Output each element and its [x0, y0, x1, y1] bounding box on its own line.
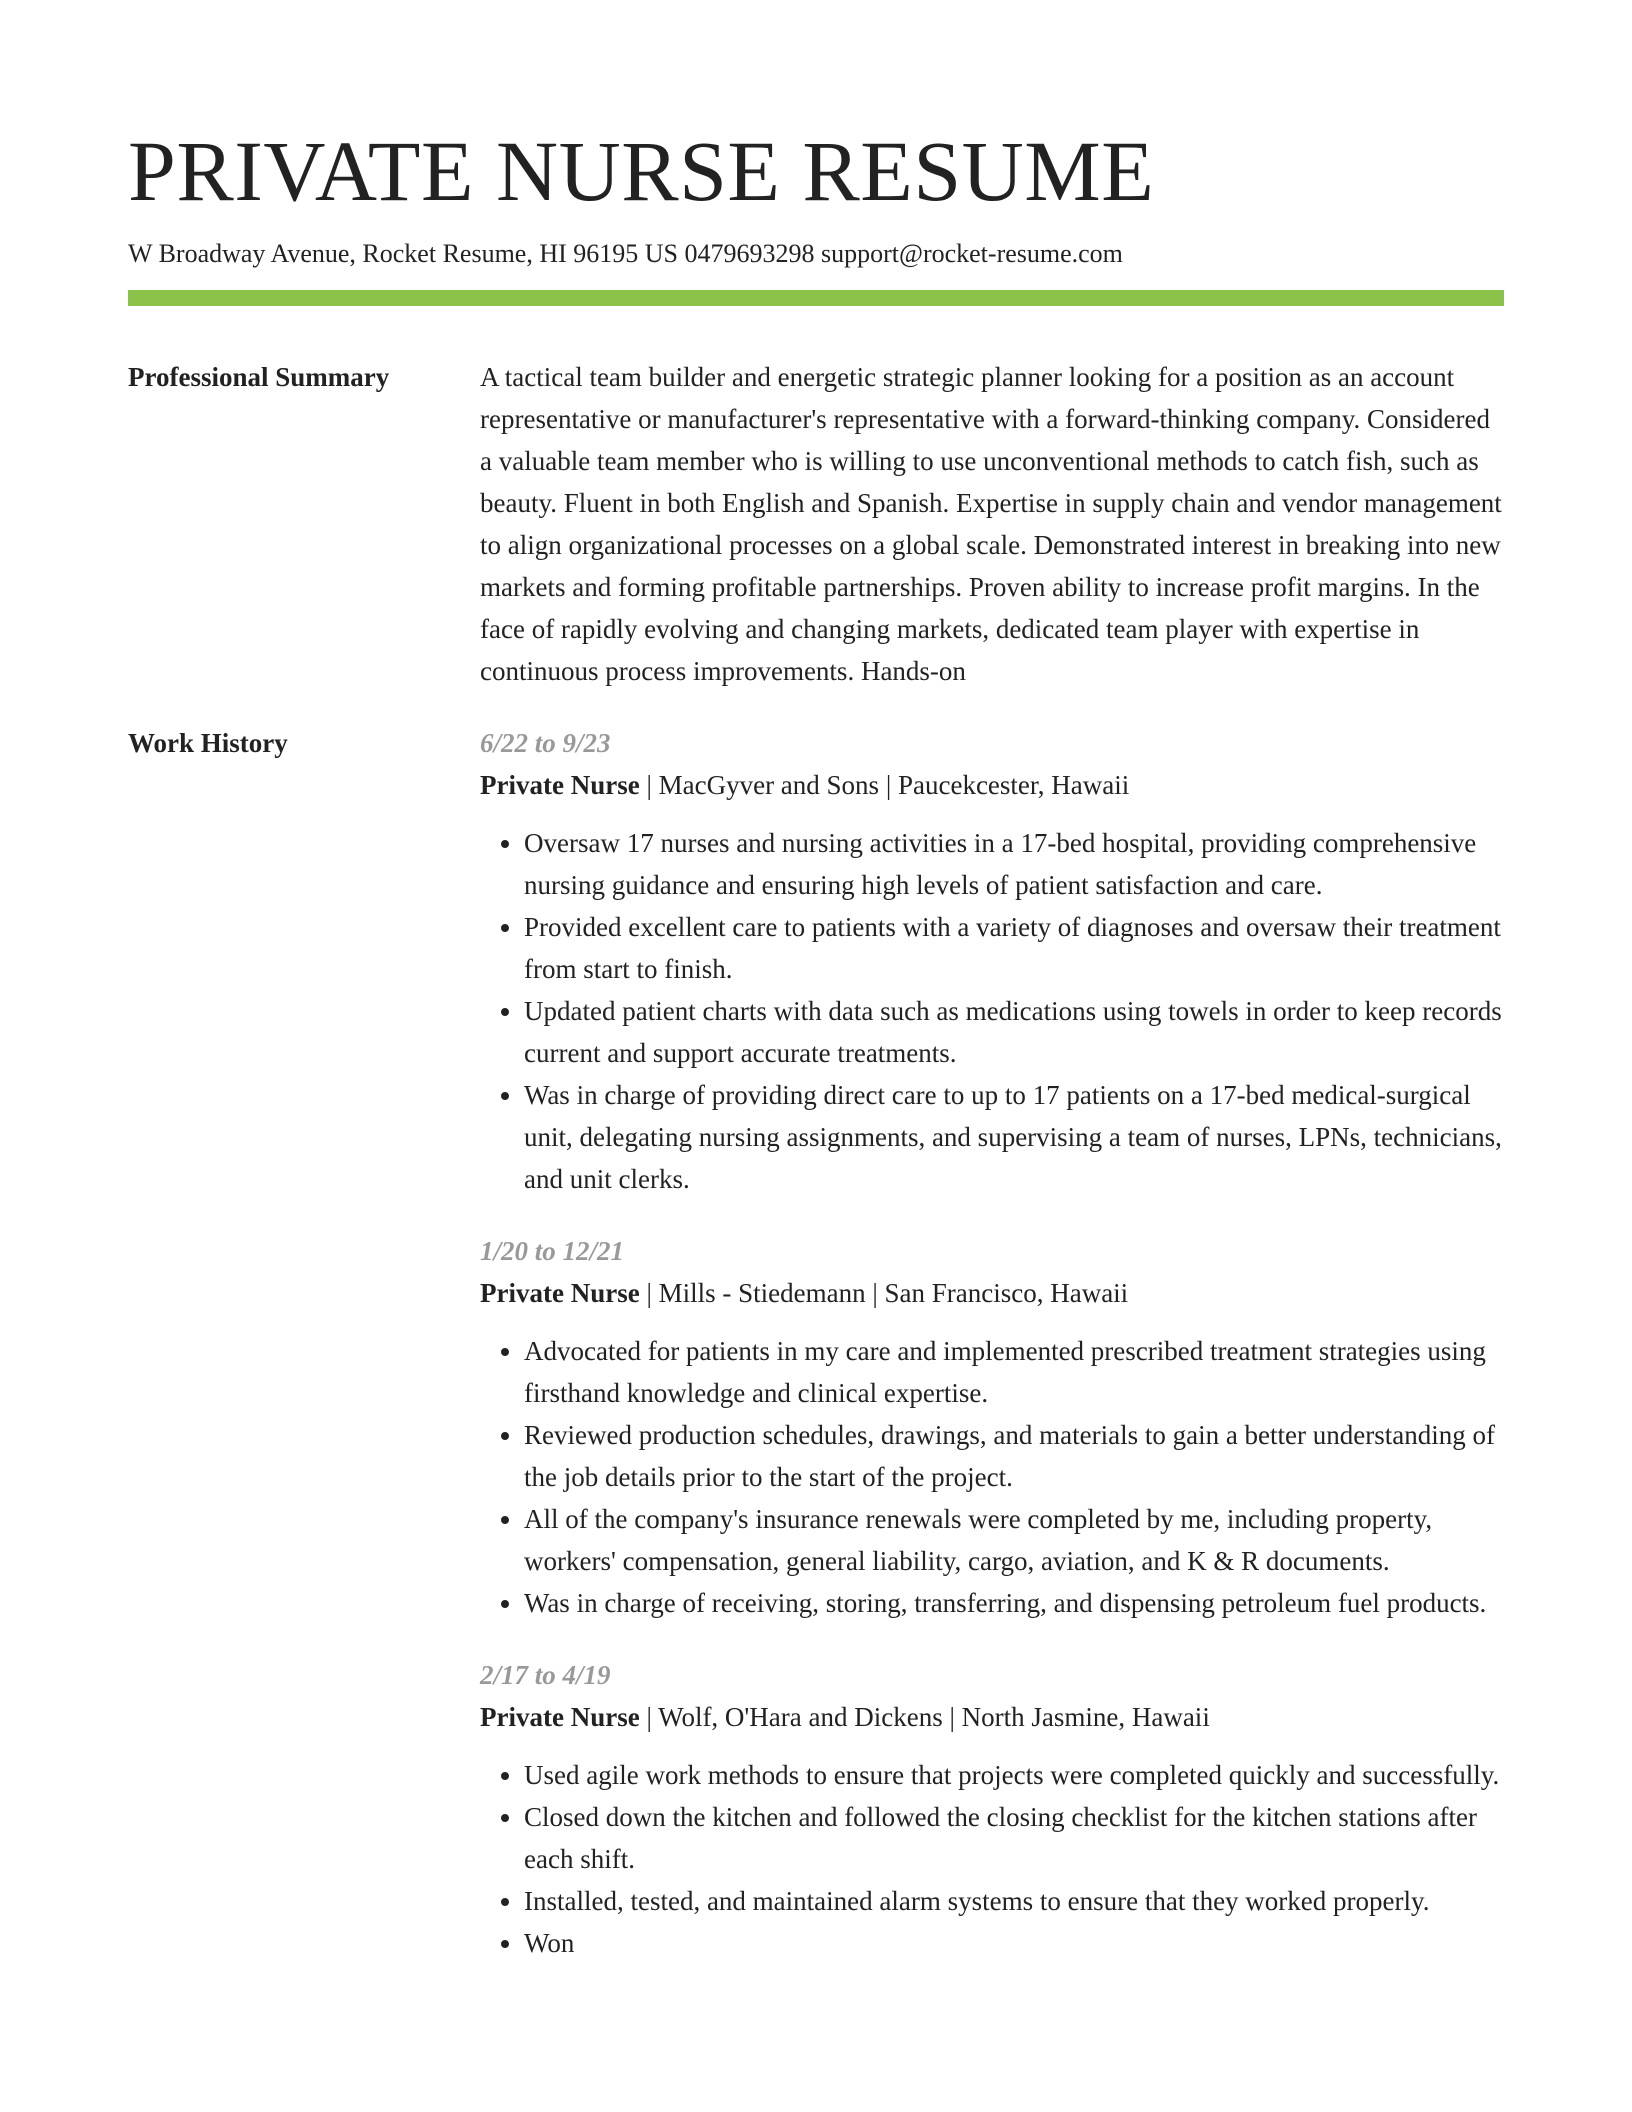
job-bullet: • Was in charge of providing direct care to up to 17 patients on a 17-bed medical-surgical unit, delegating nursing assignments, and supervising a team of nurses, LPNs, technicians, and unit clerks. [524, 1074, 1504, 1200]
professional-summary-section [128, 356, 1504, 692]
job-bullet: • Oversaw 17 nurses and nursing activities in a 17-bed hospital, providing comprehensive nursing guidance and ensuring high levels of patient satisfaction and care. [524, 822, 1504, 906]
job-bullet: • Closed down the kitchen and followed the closing checklist for the kitchen stations after each shift. [524, 1796, 1504, 1880]
summary-body [480, 356, 1504, 692]
job-bullet-list [480, 1330, 1504, 1624]
job-title: Private Nurse [480, 1702, 640, 1732]
job-employer-location: | MacGyver and Sons | Paucekcester, Hawaii [639, 770, 1130, 800]
job-entry [480, 1230, 1504, 1624]
summary-text: A tactical team builder and energetic strategic planner looking for a position as an account representative or manufacturer's representative with a forward-thinking company. Considered a valuable team member who is willing to use unconventional methods to catch fish, such as beauty. Fluent in both English and Spanish. Expertise in supply chain and vendor management to align organizational processes on a global scale. Demonstrated interest in breaking into new markets and forming profitable partnerships. Proven ability to increase profit margins. In the face of rapidly evolving and changing markets, dedicated team player with expertise in continuous process improvements. Hands-on [480, 362, 1502, 686]
job-bullet: • Advocated for patients in my care and implemented prescribed treatment strategies using firsthand knowledge and clinical expertise. [524, 1330, 1504, 1414]
job-employer-location: | Wolf, O'Hara and Dickens | North Jasmine, Hawaii [639, 1702, 1210, 1732]
job-heading [480, 1696, 1504, 1738]
job-dates: 1/20 to 12/21 [480, 1236, 625, 1266]
job-entry [480, 1654, 1504, 1964]
job-heading [480, 1272, 1504, 1314]
job-bullet: • Used agile work methods to ensure that projects were completed quickly and successfully. [524, 1754, 1504, 1796]
job-bullet: • Provided excellent care to patients with a variety of diagnoses and oversaw their treatment from start to finish. [524, 906, 1504, 990]
job-bullet: • Was in charge of receiving, storing, transferring, and dispensing petroleum fuel products. [524, 1582, 1504, 1624]
job-bullet-list [480, 822, 1504, 1200]
job-bullet: • Reviewed production schedules, drawings, and materials to gain a better understanding of the job details prior to the start of the project. [524, 1414, 1504, 1498]
contact-info: W Broadway Avenue, Rocket Resume, HI 96195 US 0479693298 support@rocket-resume.com [128, 239, 1123, 268]
job-dates: 2/17 to 4/19 [480, 1660, 611, 1690]
work-history-section [128, 722, 1504, 1964]
job-bullet: • Updated patient charts with data such as medications using towels in order to keep records current and support accurate treatments. [524, 990, 1504, 1074]
job-heading [480, 764, 1504, 806]
job-entry [480, 722, 1504, 1200]
job-employer-location: | Mills - Stiedemann | San Francisco, Hawaii [639, 1278, 1129, 1308]
section-label-work-history: Work History [128, 728, 288, 758]
job-bullet: • Won [524, 1922, 1504, 1964]
job-dates: 6/22 to 9/23 [480, 728, 611, 758]
section-label-summary: Professional Summary [128, 362, 390, 392]
job-title: Private Nurse [480, 1278, 640, 1308]
job-bullet: • All of the company's insurance renewals were completed by me, including property, workers' compensation, general liability, cargo, aviation, and K & R documents. [524, 1498, 1504, 1582]
header-divider [128, 290, 1504, 306]
resume-title: PRIVATE NURSE RESUME [128, 123, 1155, 219]
job-bullet-list [480, 1754, 1504, 1964]
job-title: Private Nurse [480, 770, 640, 800]
resume-page [128, 116, 1504, 1964]
work-history-body [480, 722, 1504, 1964]
job-bullet: • Installed, tested, and maintained alarm systems to ensure that they worked properly. [524, 1880, 1504, 1922]
